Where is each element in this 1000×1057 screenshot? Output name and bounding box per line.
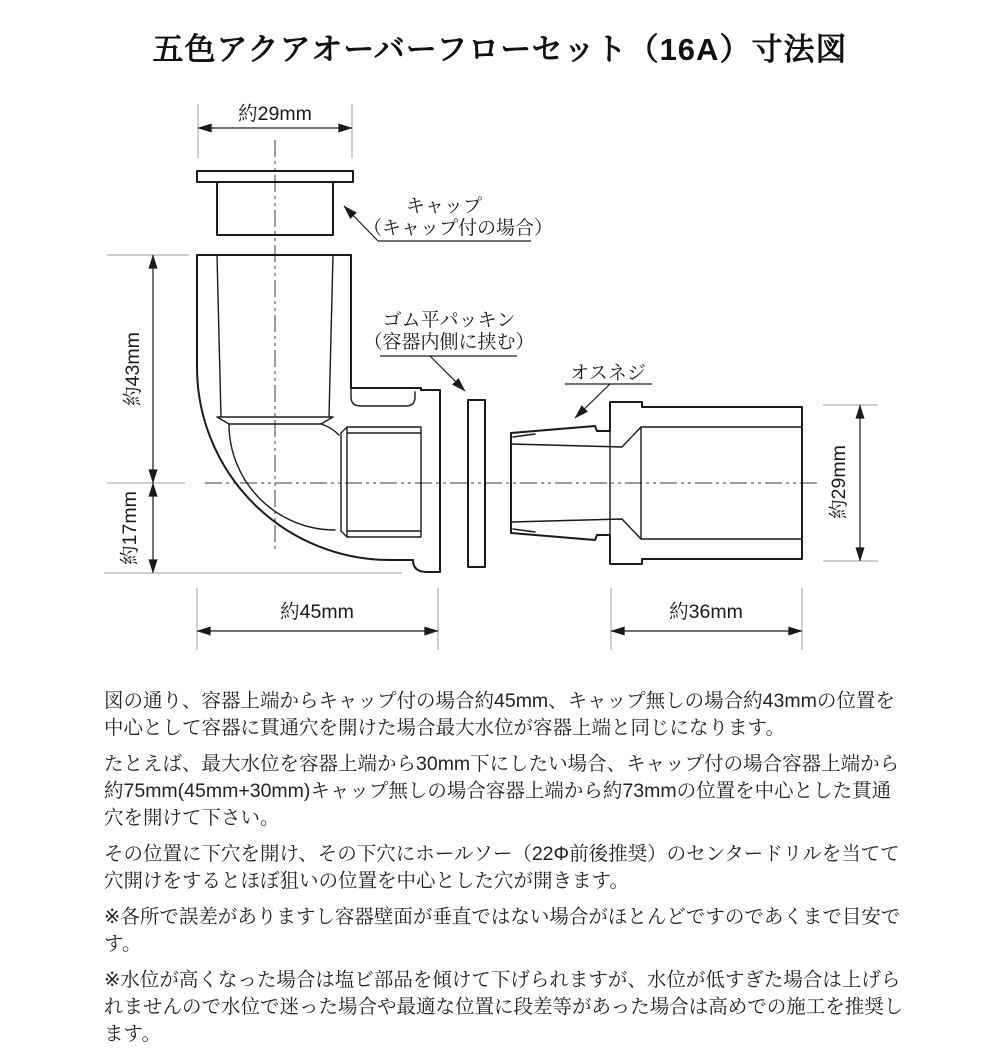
callout-male-thread: [565, 362, 652, 418]
note-paragraph-3: その位置に下穴を開け、その下穴にホールソー（22Φ前後推奨）のセンタードリルを当てて穴開けをするとほぼ狙いの位置を中心とした穴が開きます。: [104, 843, 900, 892]
note-paragraph-5: ※水位が高くなった場合は塩ビ部品を傾けて下げられますが、水位が低すぎた場合は上げられませんので水位で迷った場合や最適な位置に段差等があった場合は高めでの施工を推奨します。: [104, 969, 904, 1045]
dim-socket-od-label: 約29mm: [828, 445, 850, 519]
dim-cap-width-label: 約29mm: [238, 103, 312, 125]
gasket-drawing: [468, 400, 485, 567]
notes-block: [104, 688, 904, 1057]
dim-elbow-length-label: 約45mm: [280, 601, 354, 623]
elbow-thread-section: [341, 427, 421, 537]
dimension-lower-height: [119, 483, 153, 573]
dim-socket-length-label: 約36mm: [669, 601, 743, 623]
packing-label-line2: （容器内側に挟む）: [363, 332, 535, 353]
elbow-drawing: [197, 255, 440, 572]
note-paragraph-4: ※各所で誤差がありますし容器壁面が垂直ではない場合がほとんどですのであくまで目安です。: [104, 906, 901, 955]
dimension-elbow-length: [197, 601, 438, 631]
dimension-socket-length: [611, 601, 802, 631]
gasket-outline: [468, 400, 485, 567]
callout-packing: [363, 309, 534, 391]
dim-lower-height-label: 約17mm: [119, 491, 141, 565]
callout-cap: [344, 195, 553, 241]
elbow-inner-curve: [229, 424, 339, 530]
cap-label-line1: キャップ: [405, 196, 483, 217]
dimension-upper-height: [122, 255, 153, 483]
packing-label-line1: ゴム平パッキン: [382, 310, 516, 331]
dim-upper-height-label: 約43mm: [122, 332, 144, 406]
cap-label-line2: （キャップ付の場合）: [362, 218, 554, 239]
note-paragraph-2: たとえば、最大水位を容器上端から30mm下にしたい場合、キャップ付の場合容器上端から約75mm(45mm+30mm)キャップ無しの場合容器上端から約73mmの位置を中心とした貫通穴を開けて下さい。: [104, 753, 900, 829]
elbow-outline: [197, 255, 440, 572]
note-paragraph-1: 図の通り、容器上端からキャップ付の場合約45mm、キャップ無しの場合約43mmの位置を中心として容器に貫通穴を開けた場合最大水位が容器上端と同じになります。: [104, 690, 895, 739]
dimension-socket-od: [828, 405, 860, 561]
page-title: 五色アクアオーバーフローセット（16A）寸法図: [152, 32, 848, 67]
dimension-cap-width: [198, 103, 352, 128]
male-thread-label: オスネジ: [570, 363, 646, 384]
